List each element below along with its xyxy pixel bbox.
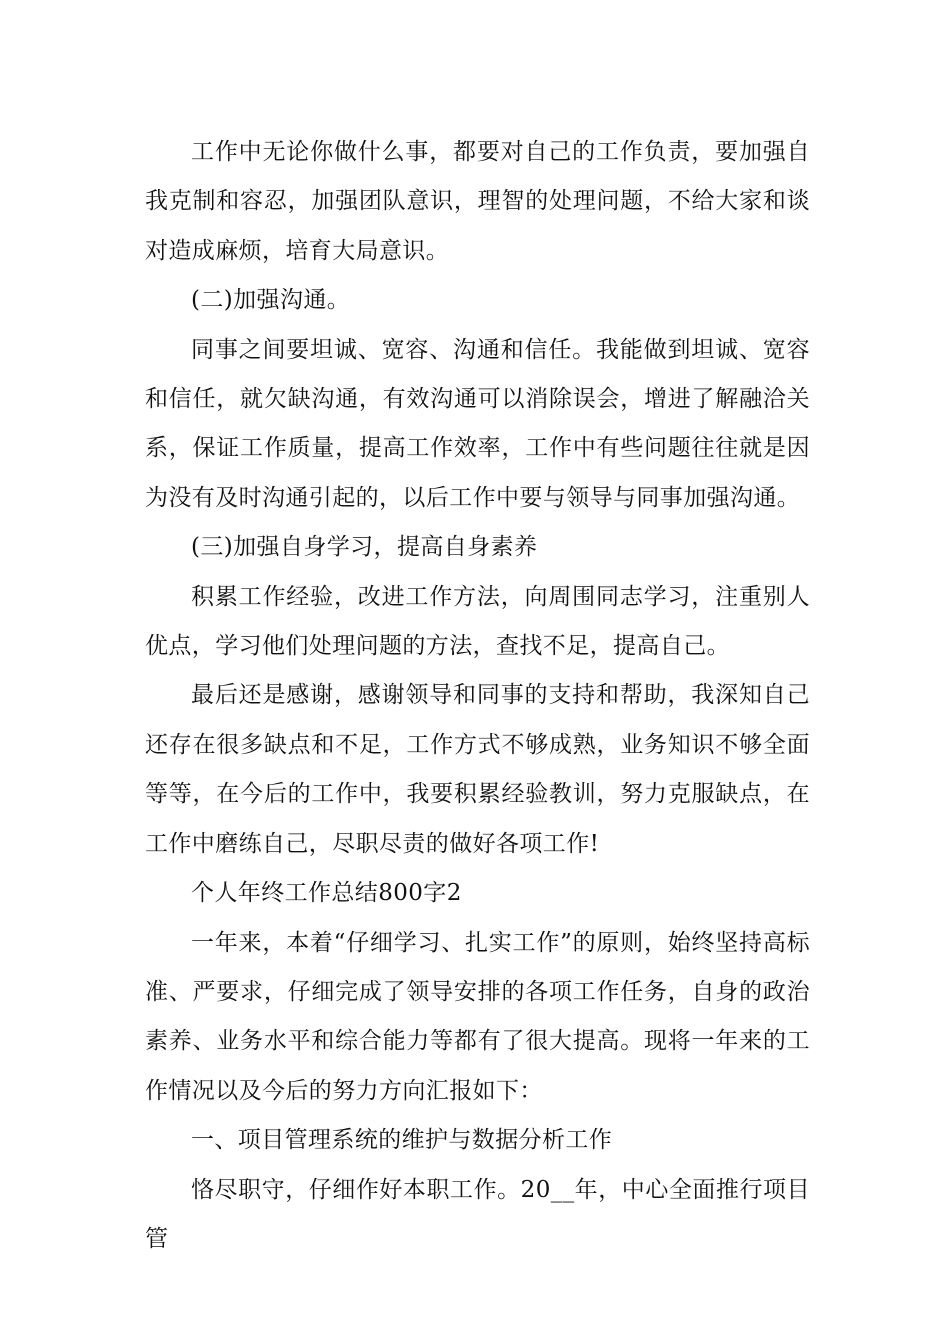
paragraph-teamwork-conclusion: 工作中无论你做什么事，都要对自己的工作负责，要加强自我克制和容忍，加强团队意识，理智的处理问题，不给大家和谈对造成麻烦，培育大局意识。 bbox=[145, 139, 810, 264]
section-heading-project-management: 一、项目管理系统的维护与数据分析工作 bbox=[191, 1127, 613, 1154]
section-heading-self-learning: (三)加强自身学习，提高自身素养 bbox=[191, 534, 538, 561]
section-heading-communication: (二)加强沟通。 bbox=[191, 287, 351, 314]
paragraph-communication: 同事之间要坦诚、宽容、沟通和信任。我能做到坦诚、宽容和信任，就欠缺沟通，有效沟通可以消除误会，增进了解融洽关系，保证工作质量，提高工作效率，工作中有些问题往往就是因为没有及时沟通引起的，以后工作中要与领导与同事加强沟通。 bbox=[145, 336, 810, 511]
paragraph-closing-thanks: 最后还是感谢，感谢领导和同事的支持和帮助，我深知自己还存在很多缺点和不足，工作方式不够成熟，业务知识不够全面等等，在今后的工作中，我要积累经验教训，努力克服缺点，在工作中磨练自己，尽职尽责的做好各项工作! bbox=[145, 682, 810, 857]
document-subtitle: 个人年终工作总结800字2 bbox=[191, 880, 462, 907]
paragraph-self-learning: 积累工作经验，改进工作方法，向周围同志学习，注重别人优点，学习他们处理问题的方法，查找不足，提高自己。 bbox=[145, 583, 810, 660]
paragraph-year-overview: 一年来，本着“仔细学习、扎实工作”的原则，始终坚持高标准、严要求，仔细完成了领导安排的各项工作任务，自身的政治素养、业务水平和综合能力等都有了很大提高。现将一年来的工作情况以及今后的努力方向汇报如下： bbox=[145, 929, 810, 1104]
document-body bbox=[145, 128, 810, 1264]
paragraph-project-management: 恪尽职守，仔细作好本职工作。20__年，中心全面推行项目管 bbox=[145, 1176, 810, 1252]
